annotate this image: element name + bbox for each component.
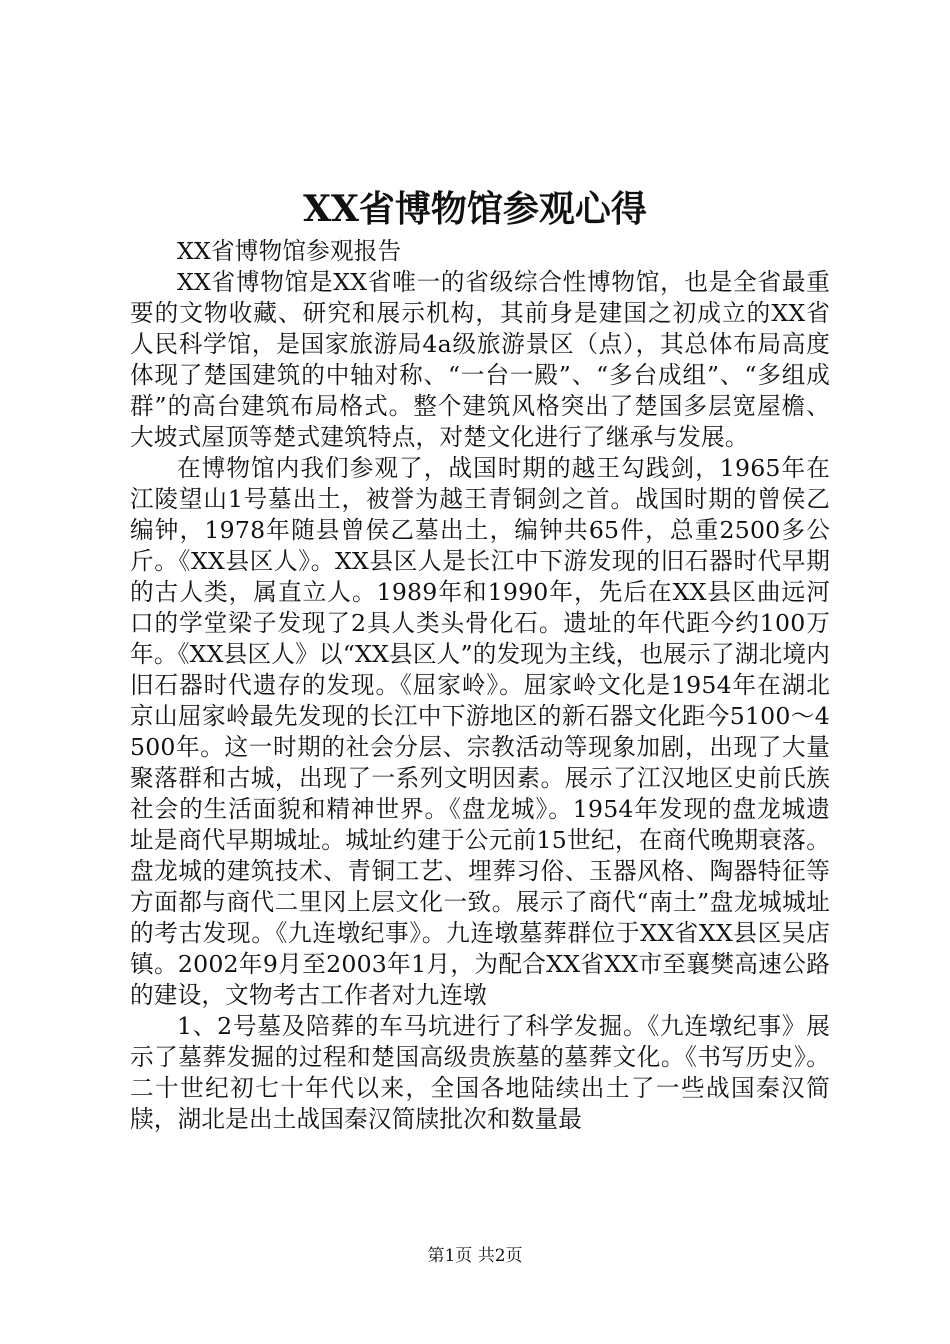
paragraph-exhibits: 在博物馆内我们参观了，战国时期的越王勾践剑，1965年在江陵望山1号墓出土，被誉为越王青铜剑之首。战国时期的曾侯乙编钟，1978年随县曾侯乙墓出土，编钟共65件，总重2500多公斤。《XX县区人》。XX县区人是长江中下游发现的旧石器时代早期的古人类，属直立人。1989年和1990年，先后在XX县区曲远河口的学堂梁子发现了2具人类头骨化石。遗址的年代距今约100万年。《XX县区人》以“XX县区人”的发现为主线，也展示了湖北境内旧石器时代遗存的发现。《屈家岭》。屈家岭文化是1954年在湖北京山屈家岭最先发现的长江中下游地区的新石器文化距今5100～4500年。这一时期的社会分层、宗教活动等现象加剧，出现了大量聚落群和古城，出现了一系列文明因素。展示了江汉地区史前氏族社会的生活面貌和精神世界。《盘龙城》。1954年发现的盘龙城遗址是商代早期城址。城址约建于公元前15世纪，在商代晚期衰落。盘龙城的建筑技术、青铜工艺、埋葬习俗、玉器风格、陶器特征等方面都与商代二里冈上层文化一致。展示了商代“南土”盘龙城城址的考古发现。《九连墩纪事》。九连墩墓葬群位于XX省XX县区吴店镇。2002年9月至2003年1月，为配合XX省XX市至襄樊高速公路的建设，文物考古工作者对九连墩 [130,454,830,1009]
paragraph-continuation: 1、2号墓及陪葬的车马坑进行了科学发掘。《九连墩纪事》展示了墓葬发掘的过程和楚国高级贵族墓的墓葬文化。《书写历史》。二十世纪初七十年代以来，全国各地陆续出土了一些战国秦汉简牍，湖北是出土战国秦汉简牍批次和数量最 [130,1012,830,1133]
paragraph-museum-intro: XX省博物馆是XX省唯一的省级综合性博物馆，也是全省最重要的文物收藏、研究和展示机构，其前身是建国之初成立的XX省人民科学馆，是国家旅游局4a级旅游景区（点），其总体布局高度体现了楚国建筑的中轴对称、“一台一殿”、“多台成组”、“多组成群”的高台建筑布局格式。整个建筑风格突出了楚国多层宽屋檐、大坡式屋顶等楚式建筑特点，对楚文化进行了继承与发展。 [130,268,830,451]
page-footer: 第1页 共2页 [427,1246,523,1266]
document-body [130,236,830,1135]
paragraph-report-heading: XX省博物馆参观报告 [177,237,402,265]
document-title: XX省博物馆参观心得 [303,188,647,230]
